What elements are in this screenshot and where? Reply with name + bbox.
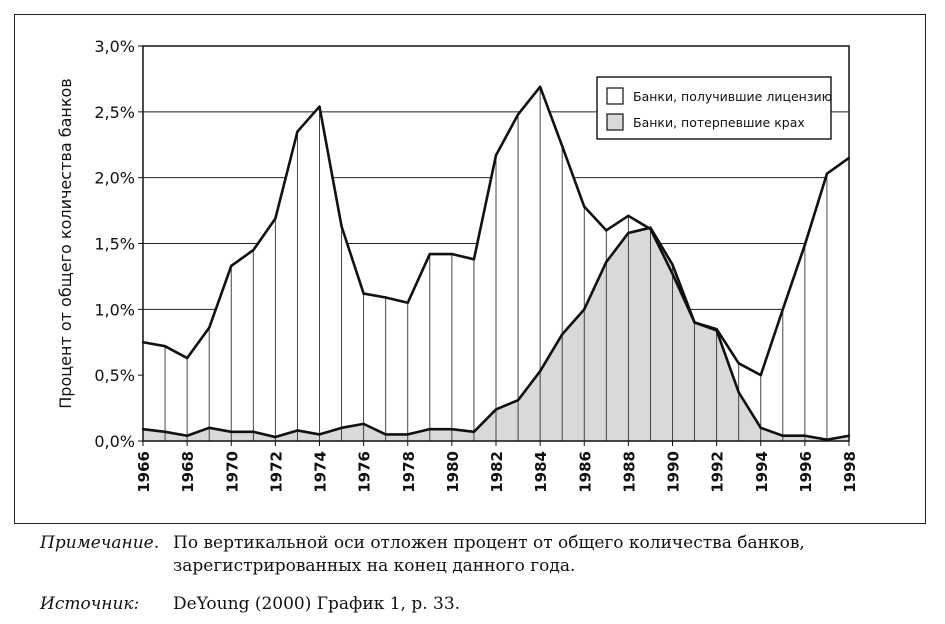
failed-point bbox=[671, 263, 673, 265]
note-label: Примечание. bbox=[40, 533, 160, 553]
licensed-point bbox=[318, 105, 320, 107]
failed-point bbox=[561, 333, 563, 335]
failed-point bbox=[737, 391, 739, 393]
failed-point bbox=[362, 423, 364, 425]
licensed-point bbox=[362, 292, 364, 294]
source-label: Источник: bbox=[40, 594, 140, 614]
licensed-point bbox=[539, 86, 541, 88]
x-tick-label: 1994 bbox=[752, 451, 771, 493]
licensed-point bbox=[561, 145, 563, 147]
failed-point bbox=[693, 321, 695, 323]
failed-point bbox=[804, 435, 806, 437]
x-tick-label: 1970 bbox=[223, 451, 242, 493]
licensed-point bbox=[384, 296, 386, 298]
y-tick-label: 3,0% bbox=[94, 37, 135, 56]
y-tick-label: 2,0% bbox=[94, 168, 135, 188]
failed-point bbox=[252, 431, 254, 433]
licensed-point bbox=[760, 374, 762, 376]
failed-point bbox=[296, 429, 298, 431]
licensed-point bbox=[583, 205, 585, 207]
failed-point bbox=[274, 436, 276, 438]
failed-point bbox=[715, 329, 717, 331]
failed-point bbox=[230, 431, 232, 433]
failed-point bbox=[429, 428, 431, 430]
licensed-point bbox=[429, 253, 431, 255]
licensed-point bbox=[186, 357, 188, 359]
failed-point bbox=[517, 399, 519, 401]
failed-point bbox=[539, 370, 541, 372]
x-tick-label: 1986 bbox=[576, 451, 595, 493]
licensed-point bbox=[252, 249, 254, 251]
licensed-point bbox=[671, 273, 673, 275]
x-tick-label: 1972 bbox=[267, 451, 286, 493]
legend bbox=[597, 77, 832, 139]
y-tick-label: 1,5% bbox=[94, 234, 135, 254]
licensed-point bbox=[517, 113, 519, 115]
licensed-point bbox=[164, 345, 166, 347]
x-tick-label: 1968 bbox=[179, 451, 198, 493]
x-tick-label: 1976 bbox=[355, 451, 374, 493]
licensed-point bbox=[782, 308, 784, 310]
licensed-point bbox=[230, 265, 232, 267]
x-tick-label: 1998 bbox=[841, 451, 859, 493]
x-tick-label: 1992 bbox=[708, 451, 727, 493]
x-tick-label: 1978 bbox=[399, 451, 418, 493]
x-tick-label: 1990 bbox=[664, 451, 683, 493]
licensed-point bbox=[274, 217, 276, 219]
failed-point bbox=[627, 232, 629, 234]
source-text: DeYoung (2000) График 1, р. 33. bbox=[173, 594, 461, 614]
y-tick-label: 0,5% bbox=[94, 366, 135, 386]
failed-point bbox=[384, 433, 386, 435]
note-text: По вертикальной оси отложен процент от общего количества банков, зарегистрированных на конец данного года. bbox=[173, 533, 805, 576]
failed-point bbox=[164, 431, 166, 433]
y-tick-label: 1,0% bbox=[94, 300, 135, 320]
licensed-point bbox=[340, 225, 342, 227]
failed-point bbox=[318, 433, 320, 435]
x-tick-label: 1980 bbox=[443, 451, 462, 493]
failed-point bbox=[473, 431, 475, 433]
licensed-point bbox=[804, 244, 806, 246]
failed-point bbox=[451, 428, 453, 430]
licensed-point bbox=[208, 327, 210, 329]
failed-point bbox=[495, 408, 497, 410]
failed-point bbox=[340, 427, 342, 429]
legend-label-licensed: Банки, получившие лицензию bbox=[633, 89, 833, 104]
licensed-point bbox=[473, 258, 475, 260]
y-tick-label: 2,5% bbox=[94, 102, 135, 122]
licensed-point bbox=[826, 173, 828, 175]
licensed-point bbox=[296, 130, 298, 132]
legend-swatch-licensed bbox=[607, 88, 623, 104]
failed-point bbox=[605, 261, 607, 263]
failed-point bbox=[186, 435, 188, 437]
x-tick-label: 1974 bbox=[311, 451, 330, 493]
failed-point bbox=[782, 435, 784, 437]
licensed-point bbox=[495, 154, 497, 156]
x-tick-label: 1966 bbox=[135, 451, 153, 493]
legend-label-failed: Банки, потерпевшие крах bbox=[633, 115, 805, 130]
licensed-point bbox=[605, 229, 607, 231]
x-tick-label: 1988 bbox=[620, 451, 639, 493]
licensed-point bbox=[407, 302, 409, 304]
licensed-point bbox=[737, 362, 739, 364]
failed-point bbox=[649, 227, 651, 229]
chart-svg bbox=[15, 15, 925, 523]
x-tick-label: 1982 bbox=[488, 451, 506, 493]
x-tick-label: 1984 bbox=[532, 451, 551, 493]
legend-swatch-failed bbox=[607, 114, 623, 130]
y-axis-label: Процент от общего количества банков bbox=[56, 78, 75, 409]
x-tick-label: 1996 bbox=[796, 451, 815, 493]
failed-point bbox=[407, 433, 409, 435]
y-tick-label: 0,0% bbox=[94, 432, 135, 451]
failed-point bbox=[208, 427, 210, 429]
failed-point bbox=[760, 427, 762, 429]
licensed-point bbox=[627, 215, 629, 217]
chart-frame bbox=[14, 14, 926, 524]
licensed-point bbox=[451, 253, 453, 255]
failed-point bbox=[583, 308, 585, 310]
